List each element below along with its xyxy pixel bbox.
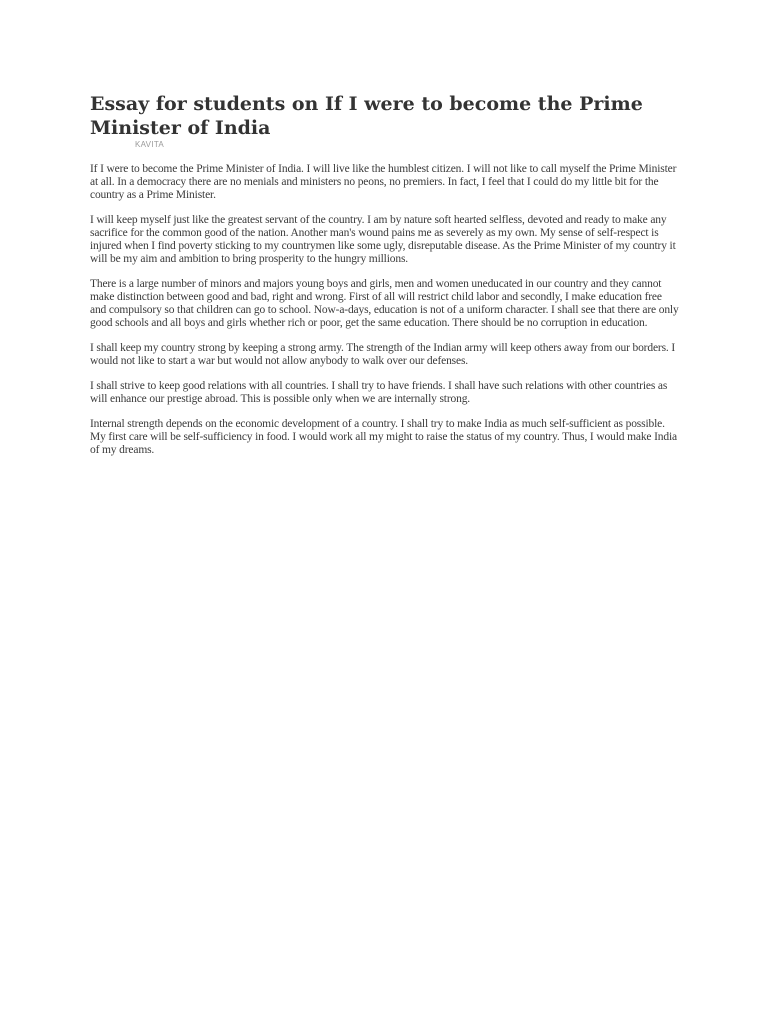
paragraph-2: I will keep myself just like the greatest servant of the country. I am by nature soft hearted selfless, devoted and ready to make any sacrifice for the common good of the nation. Another man's wound pains me as severely as my own. My sense of self-respect is injured when I find poverty sticking to my countrymen like some ugly, disreputable disease. As the Prime Minister of my country it will be my aim and ambition to bring prosperity to the hungry millions.	[90, 214, 676, 265]
document-title: Essay for students on If I were to become the Prime Minister of India	[90, 93, 643, 139]
author-name: KAVITA	[135, 140, 165, 149]
document-page	[90, 92, 680, 469]
essay-body	[90, 163, 680, 457]
paragraph-1: If I were to become the Prime Minister of India. I will live like the humblest citizen. I will not like to call myself the Prime Minister at all. In a democracy there are no menials and ministers no peons, no premiers. In fact, I feel that I could do my little bit for the country as a Prime Minister.	[90, 163, 677, 201]
paragraph-4: I shall keep my country strong by keeping a strong army. The strength of the Indian army will keep others away from our borders. I would not like to start a war but would not allow anybody to walk over our defenses.	[90, 342, 676, 367]
paragraph-5: I shall strive to keep good relations with all countries. I shall try to have friends. I shall have such relations with other countries as will enhance our prestige abroad. This is possible only when we are internally strong.	[90, 380, 668, 405]
paragraph-3: There is a large number of minors and majors young boys and girls, men and women uneducated in our country and they cannot make distinction between good and bad, right and wrong. First of all will restrict child labor and secondly, I make education free and compulsory so that children can go to school. Now-a-days, education is not of a uniform character. I shall see that there are only good schools and all boys and girls whether rich or poor, get the same education. There should be no corruption in education.	[90, 278, 679, 329]
paragraph-6: Internal strength depends on the economic development of a country. I shall try to make India as much self-sufficient as possible. My first care will be self-sufficiency in food. I would work all my might to raise the status of my country. Thus, I would make India of my dreams.	[90, 418, 677, 456]
